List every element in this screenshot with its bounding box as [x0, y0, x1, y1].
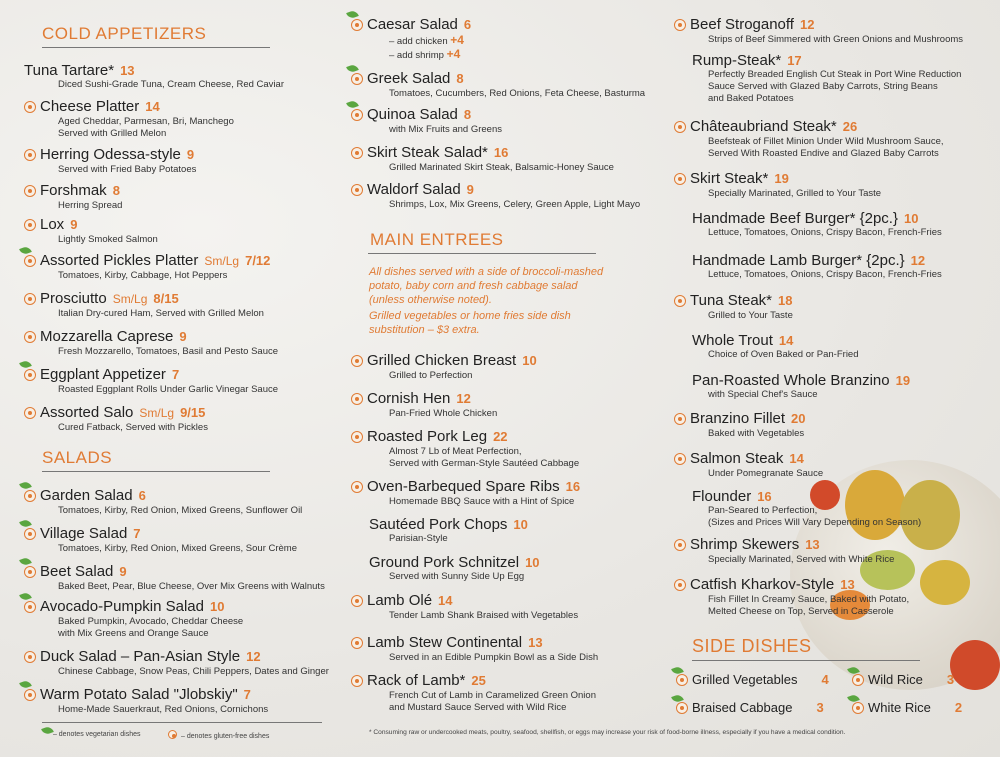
- gluten-free-icon: [24, 291, 40, 308]
- item-description: Aged Cheddar, Parmesan, Bri, Manchego: [58, 115, 234, 127]
- item-price: 16: [493, 145, 509, 160]
- item-description: and Mustard Sauce Served with Wild Rice: [389, 701, 567, 713]
- item-description: Lightly Smoked Salmon: [58, 233, 158, 245]
- item-price: 16: [565, 479, 581, 494]
- menu-item: [351, 390, 497, 420]
- item-name: Quinoa Salad: [367, 106, 458, 123]
- item-addon: – add chicken +4: [389, 32, 464, 47]
- item-name: Oven-Barbequed Spare Ribs: [367, 478, 560, 495]
- item-price: 6: [138, 488, 146, 503]
- item-description: Strips of Beef Simmered with Green Onions and Mushrooms: [708, 33, 964, 45]
- gluten-free-icon: [351, 673, 367, 690]
- item-description: Baked Beet, Pear, Blue Cheese, Over Mix Greens with Walnuts: [58, 580, 325, 592]
- item-name: Cornish Hen: [367, 390, 451, 407]
- item-price: 20: [791, 411, 806, 426]
- item-size: Sm/Lg: [112, 292, 148, 306]
- item-description: (Sizes and Prices Will Vary Depending on Season): [708, 517, 922, 528]
- divider: [692, 660, 920, 661]
- vegetarian-gluten-free-icon: [24, 367, 40, 384]
- item-description: Parisian-Style: [389, 533, 448, 544]
- menu-item: [24, 290, 264, 320]
- gluten-free-icon: [24, 147, 40, 164]
- item-name: Garden Salad: [40, 487, 133, 504]
- menu-item: [351, 634, 598, 664]
- item-price: 9: [179, 329, 187, 344]
- divider: [42, 471, 270, 472]
- item-description: Served in an Edible Pumpkin Bowl as a Side Dish: [389, 651, 599, 663]
- item-name: Warm Potato Salad "Jlobskiy": [40, 686, 238, 703]
- item-name: Caesar Salad: [367, 16, 458, 33]
- menu-item: [674, 252, 942, 281]
- item-description: with Special Chef's Sauce: [708, 389, 818, 400]
- item-description: Shrimps, Lox, Mix Greens, Celery, Green Apple, Light Mayo: [389, 198, 641, 210]
- item-description: Herring Spread: [58, 199, 123, 211]
- menu-item: [351, 554, 540, 583]
- gluten-free-icon: [24, 183, 40, 200]
- item-name: Handmade Lamb Burger* {2pc.}: [692, 252, 905, 269]
- item-description: Served With Roasted Endive and Glazed Baby Carrots: [708, 147, 939, 159]
- menu-item: [24, 686, 268, 716]
- item-price: 6: [463, 17, 472, 32]
- menu-item: [24, 404, 208, 434]
- item-size: Sm/Lg: [204, 254, 240, 268]
- item-description: Fresh Mozzarello, Tomatoes, Basil and Pesto Sauce: [58, 345, 279, 357]
- gluten-free-icon: [674, 119, 690, 136]
- item-name: Assorted Salo: [40, 404, 134, 421]
- footnote: * Consuming raw or undercooked meats, poultry, seafood, shellfish, or eggs may increase your risk of food-borne illness, especially if you have a medical condition.: [369, 729, 846, 736]
- gluten-free-icon: [351, 593, 367, 610]
- vegetarian-gluten-free-icon: [351, 107, 367, 124]
- item-description: Baked with Vegetables: [708, 427, 805, 439]
- gluten-free-icon: [674, 17, 690, 34]
- item-name: Tuna Tartare*: [24, 62, 115, 79]
- gluten-free-icon: [24, 329, 40, 346]
- item-description: Diced Sushi-Grade Tuna, Cream Cheese, Red Caviar: [58, 79, 284, 90]
- item-name: Mozzarella Caprese: [40, 328, 174, 345]
- menu-item: [351, 478, 580, 508]
- item-description: Served with Fried Baby Potatoes: [58, 163, 197, 175]
- item-name: Salmon Steak: [690, 450, 784, 467]
- gluten-free-icon: [351, 145, 367, 162]
- vegetarian-gluten-free-icon: [852, 701, 868, 716]
- item-name: Assorted Pickles Platter: [40, 252, 199, 269]
- item-price: 8: [112, 183, 120, 198]
- item-name: Greek Salad: [367, 70, 451, 87]
- menu-item: [351, 181, 640, 211]
- item-size: Sm/Lg: [139, 406, 175, 420]
- menu-item: [24, 182, 122, 212]
- menu-item: [24, 598, 243, 640]
- menu-item: [351, 672, 596, 714]
- item-name: Grilled Vegetables: [692, 672, 798, 687]
- item-name: Roasted Pork Leg: [367, 428, 488, 445]
- menu-item: [674, 292, 793, 322]
- menu-item: [674, 210, 942, 239]
- item-price: 9: [70, 217, 78, 232]
- item-price: 2: [954, 700, 963, 715]
- menu-item: [24, 563, 325, 593]
- item-name: Branzino Fillet: [690, 410, 786, 427]
- item-description: Grilled to Your Taste: [708, 309, 793, 321]
- item-name: Handmade Beef Burger* {2pc.}: [692, 210, 898, 227]
- gluten-free-icon: [674, 537, 690, 554]
- item-description: Roasted Eggplant Rolls Under Garlic Vinegar Sauce: [58, 383, 279, 395]
- item-description: with Mix Greens and Orange Sauce: [58, 627, 209, 639]
- divider: [42, 722, 322, 723]
- item-name: Forshmak: [40, 182, 107, 199]
- item-description: with Mix Fruits and Greens: [389, 123, 502, 135]
- item-name: Lox: [40, 216, 65, 233]
- item-description: Served with German-Style Sautéed Cabbage: [389, 457, 580, 469]
- item-description: Home-Made Sauerkraut, Red Onions, Cornichons: [58, 703, 269, 715]
- legend-vegetarian: – denotes vegetarian dishes: [42, 729, 141, 738]
- gluten-free-icon: [674, 171, 690, 188]
- side-dish-item: [676, 672, 829, 688]
- menu-item: [351, 106, 502, 136]
- item-description: Tomatoes, Kirby, Cabbage, Hot Peppers: [58, 269, 228, 281]
- item-description: Served with Sunny Side Up Egg: [389, 571, 525, 582]
- item-description: Lettuce, Tomatoes, Onions, Crispy Bacon, French-Fries: [708, 227, 942, 238]
- item-price: 14: [438, 593, 453, 608]
- cold-appetizers-title: COLD APPETIZERS: [42, 24, 207, 43]
- item-name: Waldorf Salad: [367, 181, 461, 198]
- item-price: 10: [513, 517, 528, 532]
- item-addon: – add shrimp +4: [389, 46, 461, 61]
- vegetarian-gluten-free-icon: [24, 526, 40, 543]
- item-price: 13: [805, 537, 820, 552]
- menu-item: [674, 170, 881, 200]
- item-description: Specially Marinated, Served with White Rice: [708, 553, 895, 565]
- gluten-free-icon: [24, 405, 40, 422]
- item-price: 10: [210, 599, 225, 614]
- gluten-free-icon: [24, 99, 40, 116]
- vegetarian-gluten-free-icon: [24, 253, 40, 270]
- item-price: 18: [778, 293, 793, 308]
- side-dish-item: [676, 700, 824, 716]
- item-price: 10: [522, 353, 537, 368]
- item-price: 9: [119, 564, 127, 579]
- item-name: Skirt Steak*: [690, 170, 769, 187]
- item-price: 13: [840, 577, 855, 592]
- gluten-free-icon: [674, 411, 690, 428]
- item-description: Grilled to Perfection: [389, 369, 473, 381]
- menu-item: [674, 118, 944, 160]
- item-name: Catfish Kharkov-Style: [690, 576, 835, 593]
- menu-item: [24, 487, 302, 517]
- vegetarian-gluten-free-icon: [351, 17, 367, 34]
- item-description: and Baked Potatoes: [708, 93, 794, 104]
- menu-item: [24, 328, 278, 358]
- item-description: Pan-Fried Whole Chicken: [389, 407, 498, 419]
- gluten-free-icon: [351, 353, 367, 370]
- item-name: Sautéed Pork Chops: [369, 516, 508, 533]
- item-name: Avocado-Pumpkin Salad: [40, 598, 204, 615]
- item-description: Tomatoes, Cucumbers, Red Onions, Feta Cheese, Basturma: [389, 87, 646, 99]
- vegetarian-gluten-free-icon: [24, 564, 40, 581]
- item-price: 13: [528, 635, 543, 650]
- item-price: 16: [757, 489, 772, 504]
- gluten-free-icon: [351, 182, 367, 199]
- item-description: Italian Dry-cured Ham, Served with Grilled Melon: [58, 307, 264, 319]
- menu-item: [24, 146, 196, 176]
- menu-item: [674, 488, 921, 529]
- vegetarian-gluten-free-icon: [676, 701, 692, 716]
- menu-item: [351, 592, 578, 622]
- item-price: 25: [471, 673, 486, 688]
- item-description: Almost 7 Lb of Meat Perfection,: [389, 445, 522, 457]
- menu-item: [674, 536, 894, 566]
- item-price: 14: [778, 333, 794, 348]
- item-price: 3: [816, 700, 824, 715]
- menu-item: [674, 16, 963, 46]
- menu-item: [674, 332, 859, 361]
- gluten-free-icon: [674, 293, 690, 310]
- gluten-free-icon: [351, 429, 367, 446]
- item-description: Grilled Marinated Skirt Steak, Balsamic-Honey Sauce: [389, 161, 614, 173]
- item-price: 17: [787, 53, 802, 68]
- item-description: Fish Fillet In Creamy Sauce, Baked with Potato,: [708, 593, 910, 605]
- item-name: Eggplant Appetizer: [40, 366, 166, 383]
- menu-item: [24, 62, 284, 91]
- main-entrees-intro: All dishes served with a side of broccoli-mashed potato, baby corn and fresh cabbage salad (unless otherwise noted). Grilled vegetables or home fries side dish substitution – $3 extra.: [369, 266, 604, 336]
- item-price: 19: [774, 171, 789, 186]
- item-name: Wild Rice: [868, 672, 923, 687]
- item-name: Herring Odessa-style: [40, 146, 181, 163]
- item-name: Châteaubriand Steak*: [690, 118, 837, 135]
- vegetarian-gluten-free-icon: [24, 687, 40, 704]
- item-name: Flounder: [692, 488, 752, 505]
- side-dish-item: [852, 672, 954, 688]
- item-name: Duck Salad – Pan-Asian Style: [40, 648, 241, 665]
- item-name: Lamb Stew Continental: [367, 634, 523, 651]
- salads-title: SALADS: [42, 448, 113, 467]
- menu-item: [674, 450, 823, 480]
- item-description: Chinese Cabbage, Snow Peas, Chili Peppers, Dates and Ginger: [58, 665, 329, 677]
- item-description: Tender Lamb Shank Braised with Vegetables: [389, 609, 579, 621]
- gluten-free-icon: [674, 451, 690, 468]
- item-name: Beef Stroganoff: [690, 16, 794, 33]
- item-price: 8: [463, 107, 472, 122]
- item-price: 13: [120, 63, 135, 78]
- side-dish-item: [852, 700, 962, 716]
- side-dishes-title: SIDE DISHES: [692, 636, 812, 656]
- item-price: 9/15: [180, 405, 206, 420]
- item-price: 19: [895, 373, 911, 388]
- gluten-free-icon: [351, 635, 367, 652]
- item-price: 12: [910, 253, 926, 268]
- item-price: 9: [466, 182, 474, 197]
- menu-item: [24, 252, 270, 282]
- item-price: 12: [246, 649, 261, 664]
- item-name: Skirt Steak Salad*: [367, 144, 488, 161]
- item-name: Prosciutto: [40, 290, 107, 307]
- item-name: Beet Salad: [40, 563, 114, 580]
- item-price: 7: [243, 687, 251, 702]
- menu-item: [674, 372, 910, 401]
- item-description: Cured Fatback, Served with Pickles: [58, 421, 208, 433]
- legend-gluten-free: – denotes gluten-free dishes: [168, 729, 269, 740]
- menu-item: [24, 98, 234, 140]
- item-price: 7/12: [245, 253, 271, 268]
- divider: [42, 47, 270, 48]
- item-name: Village Salad: [40, 525, 128, 542]
- vegetarian-gluten-free-icon: [24, 599, 40, 616]
- menu-item: [24, 525, 297, 555]
- item-description: Homemade BBQ Sauce with a Hint of Spice: [389, 495, 575, 507]
- item-price: 22: [493, 429, 508, 444]
- vegetarian-gluten-free-icon: [676, 673, 692, 688]
- item-name: Grilled Chicken Breast: [367, 352, 517, 369]
- menu-item: [351, 516, 528, 545]
- menu-item: [24, 366, 278, 396]
- item-name: Cheese Platter: [40, 98, 140, 115]
- item-description: Specially Marinated, Grilled to Your Taste: [708, 187, 882, 199]
- menu-item: [351, 144, 614, 174]
- menu-item: [674, 576, 909, 618]
- main-entrees-title: MAIN ENTREES: [370, 230, 504, 249]
- item-name: White Rice: [868, 700, 931, 715]
- item-name: Pan-Roasted Whole Branzino: [692, 372, 890, 389]
- item-description: Beefsteak of Fillet Minion Under Wild Mushroom Sauce,: [708, 135, 944, 147]
- item-name: Ground Pork Schnitzel: [369, 554, 520, 571]
- item-price: 7: [171, 367, 180, 382]
- item-description: Lettuce, Tomatoes, Onions, Crispy Bacon, French-Fries: [708, 269, 942, 280]
- menu-item: [351, 352, 537, 382]
- item-price: 26: [842, 119, 858, 134]
- item-price: 10: [903, 211, 919, 226]
- item-price: 8: [456, 71, 464, 86]
- item-description: Baked Pumpkin, Avocado, Cheddar Cheese: [58, 615, 244, 627]
- vegetarian-gluten-free-icon: [852, 673, 868, 688]
- gluten-free-icon: [24, 649, 40, 666]
- gluten-free-icon: [24, 217, 40, 234]
- item-name: Braised Cabbage: [692, 700, 793, 715]
- item-name: Lamb Olé: [367, 592, 433, 609]
- item-price: 8/15: [153, 291, 179, 306]
- menu-item: [24, 216, 158, 246]
- item-price: 3: [946, 672, 955, 687]
- item-description: Pan-Seared to Perfection,: [708, 505, 818, 516]
- item-description: Tomatoes, Kirby, Red Onion, Mixed Greens, Sunflower Oil: [58, 504, 303, 516]
- item-description: French Cut of Lamb in Caramelized Green Onion: [389, 689, 596, 701]
- vegetarian-gluten-free-icon: [24, 488, 40, 505]
- item-description: Choice of Oven Baked or Pan-Fried: [708, 349, 859, 360]
- menu-item: [24, 648, 329, 678]
- item-price: 14: [789, 451, 804, 466]
- item-name: Shrimp Skewers: [690, 536, 800, 553]
- gluten-free-icon: [674, 577, 690, 594]
- item-price: 9: [186, 147, 195, 162]
- item-price: 7: [133, 526, 141, 541]
- gluten-free-icon: [351, 479, 367, 496]
- menu-item: [351, 16, 471, 62]
- menu-item: [351, 70, 645, 100]
- menu-item: [351, 428, 579, 470]
- item-description: Tomatoes, Kirby, Red Onion, Mixed Greens, Sour Crème: [58, 542, 298, 554]
- menu-item: [674, 52, 961, 105]
- item-name: Rump-Steak*: [692, 52, 782, 69]
- item-name: Tuna Steak*: [690, 292, 772, 309]
- gluten-free-icon: [351, 391, 367, 408]
- item-description: Melted Cheese on Top, Served in Casserole: [708, 605, 894, 617]
- item-description: Served with Grilled Melon: [58, 127, 167, 139]
- item-name: Rack of Lamb*: [367, 672, 466, 689]
- item-price: 10: [525, 555, 540, 570]
- item-description: Perfectly Breaded English Cut Steak in Port Wine Reduction: [708, 69, 962, 80]
- menu-item: [674, 410, 806, 440]
- item-price: 14: [145, 99, 160, 114]
- item-description: Sauce Served with Glazed Baby Carrots, String Beans: [708, 81, 938, 92]
- vegetarian-gluten-free-icon: [351, 71, 367, 88]
- item-name: Whole Trout: [692, 332, 773, 349]
- item-description: Under Pomegranate Sauce: [708, 467, 824, 479]
- item-price: 4: [821, 672, 829, 687]
- divider: [368, 253, 596, 254]
- item-price: 12: [456, 391, 471, 406]
- item-price: 12: [799, 17, 815, 32]
